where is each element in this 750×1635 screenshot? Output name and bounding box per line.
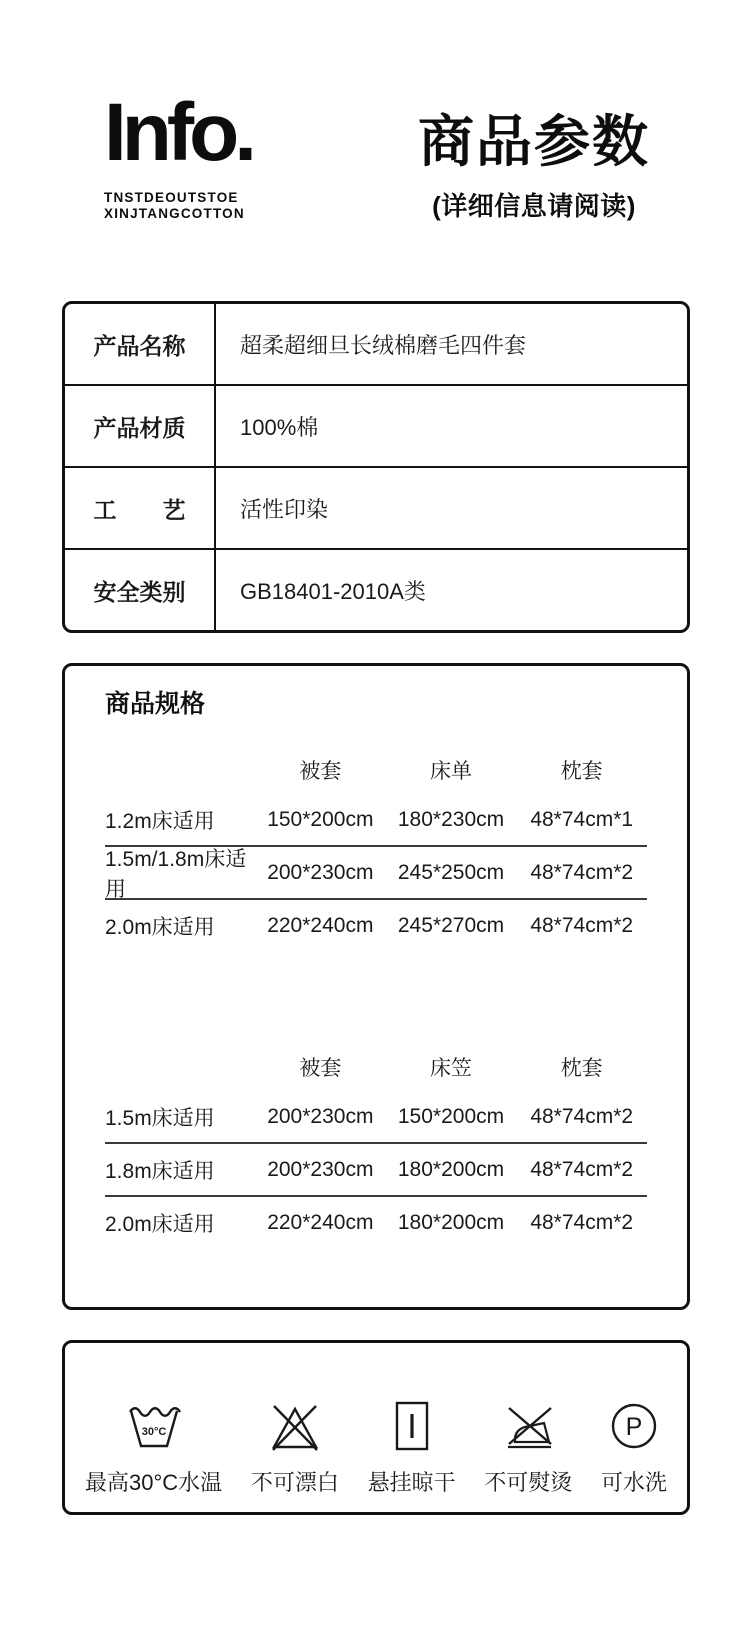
spec-col-duvet: 被套 [299, 1057, 342, 1080]
spec-cell: 220*240cm [267, 913, 374, 937]
wash-30c-icon [125, 1399, 183, 1453]
spec-row [105, 1144, 647, 1197]
spec-cell: 245*270cm [397, 913, 505, 937]
care-item-washable [601, 1399, 667, 1512]
specs-title: 商品规格 [105, 690, 206, 718]
info-row-craft [65, 466, 687, 548]
spec-row-label: 1.5m床适用 [105, 1106, 215, 1130]
no-iron-icon [499, 1399, 557, 1453]
spec-cell: 48*74cm*1 [530, 807, 634, 831]
spec-row [105, 847, 647, 900]
spec-cell: 180*200cm [397, 1210, 505, 1234]
care-label: 最高30°C水温 [85, 1470, 223, 1495]
spec-cell: 180*230cm [397, 807, 505, 831]
info-label: 产品材质 [65, 386, 216, 466]
spec-cell: 245*250cm [397, 860, 505, 884]
info-label: 产品名称 [65, 304, 216, 384]
spec-row-label: 1.5m/1.8m床适用 [105, 847, 247, 901]
spec-col-pillowcase: 枕套 [560, 1057, 603, 1080]
spec-row-label: 1.8m床适用 [105, 1159, 215, 1183]
title-block [418, 96, 650, 223]
spec-cell: 150*200cm [397, 1104, 505, 1128]
spec-cell: 200*230cm [267, 860, 374, 884]
brand-tagline-line1: TNSTDEOUTSTOE [104, 189, 239, 205]
info-label [65, 468, 216, 548]
info-label-text: 工艺 [93, 496, 186, 523]
product-info-card [62, 301, 690, 633]
care-item-no-bleach [251, 1399, 339, 1512]
spec-cell: 48*74cm*2 [530, 1104, 634, 1128]
care-item-no-iron [484, 1399, 572, 1512]
no-bleach-icon [267, 1399, 323, 1453]
page-title: 商品参数 [418, 110, 650, 173]
spec-cell: 48*74cm*2 [530, 1210, 634, 1234]
spec-col-flat-sheet: 床单 [430, 760, 472, 783]
spec-table-fitted-set [105, 1043, 647, 1248]
page-subtitle: (详细信息请阅读) [432, 191, 636, 221]
spec-col-fitted-sheet: 床笠 [430, 1057, 472, 1080]
brand-block [104, 87, 253, 222]
brand-logo: Info. [104, 87, 253, 178]
spec-row-label: 2.0m床适用 [105, 915, 215, 939]
spec-row [105, 900, 647, 951]
info-value: 100%棉 [240, 414, 319, 440]
spec-cell: 200*230cm [267, 1157, 374, 1181]
info-label: 安全类别 [65, 550, 216, 630]
brand-tagline-line2: XINJTANGCOTTON [104, 205, 245, 221]
spec-cell: 48*74cm*2 [530, 1157, 634, 1181]
hang-dry-icon [392, 1399, 432, 1453]
spec-row-label: 2.0m床适用 [105, 1212, 215, 1236]
spec-col-duvet: 被套 [299, 760, 342, 783]
info-value: GB18401-2010A类 [240, 578, 426, 604]
care-label: 悬挂晾干 [367, 1470, 456, 1495]
care-label: 可水洗 [600, 1470, 667, 1495]
spec-table-sheet-set [105, 746, 647, 951]
info-row-product-name [65, 304, 687, 384]
svg-text:30°C: 30°C [141, 1426, 166, 1438]
care-item-wash-temp [85, 1399, 222, 1512]
spec-cell: 150*200cm [267, 807, 374, 831]
spec-cell: 200*230cm [267, 1104, 374, 1128]
spec-row [105, 1197, 647, 1248]
spec-row [105, 1091, 647, 1144]
info-value: 活性印染 [240, 496, 329, 522]
care-label: 不可漂白 [250, 1470, 339, 1495]
spec-cell: 48*74cm*2 [530, 860, 634, 884]
spec-cell: 180*200cm [397, 1157, 505, 1181]
spec-cell: 220*240cm [267, 1210, 374, 1234]
spec-row-label: 1.2m床适用 [105, 809, 215, 833]
brand-tagline [104, 190, 252, 222]
header [0, 0, 750, 223]
specs-card [62, 663, 690, 1310]
info-value: 超柔超细旦长绒棉磨毛四件套 [240, 332, 527, 358]
care-item-hang-dry [368, 1399, 456, 1512]
spec-col-pillowcase: 枕套 [560, 760, 603, 783]
care-label: 不可熨烫 [484, 1470, 573, 1495]
info-row-safety [65, 548, 687, 630]
info-row-material [65, 384, 687, 466]
washable-icon [610, 1399, 658, 1453]
spec-cell: 48*74cm*2 [530, 913, 634, 937]
spec-header-row [105, 746, 647, 794]
care-instructions-card [62, 1340, 690, 1515]
spec-row [105, 794, 647, 847]
spec-header-row [105, 1043, 647, 1091]
svg-text:P: P [625, 1413, 643, 1441]
